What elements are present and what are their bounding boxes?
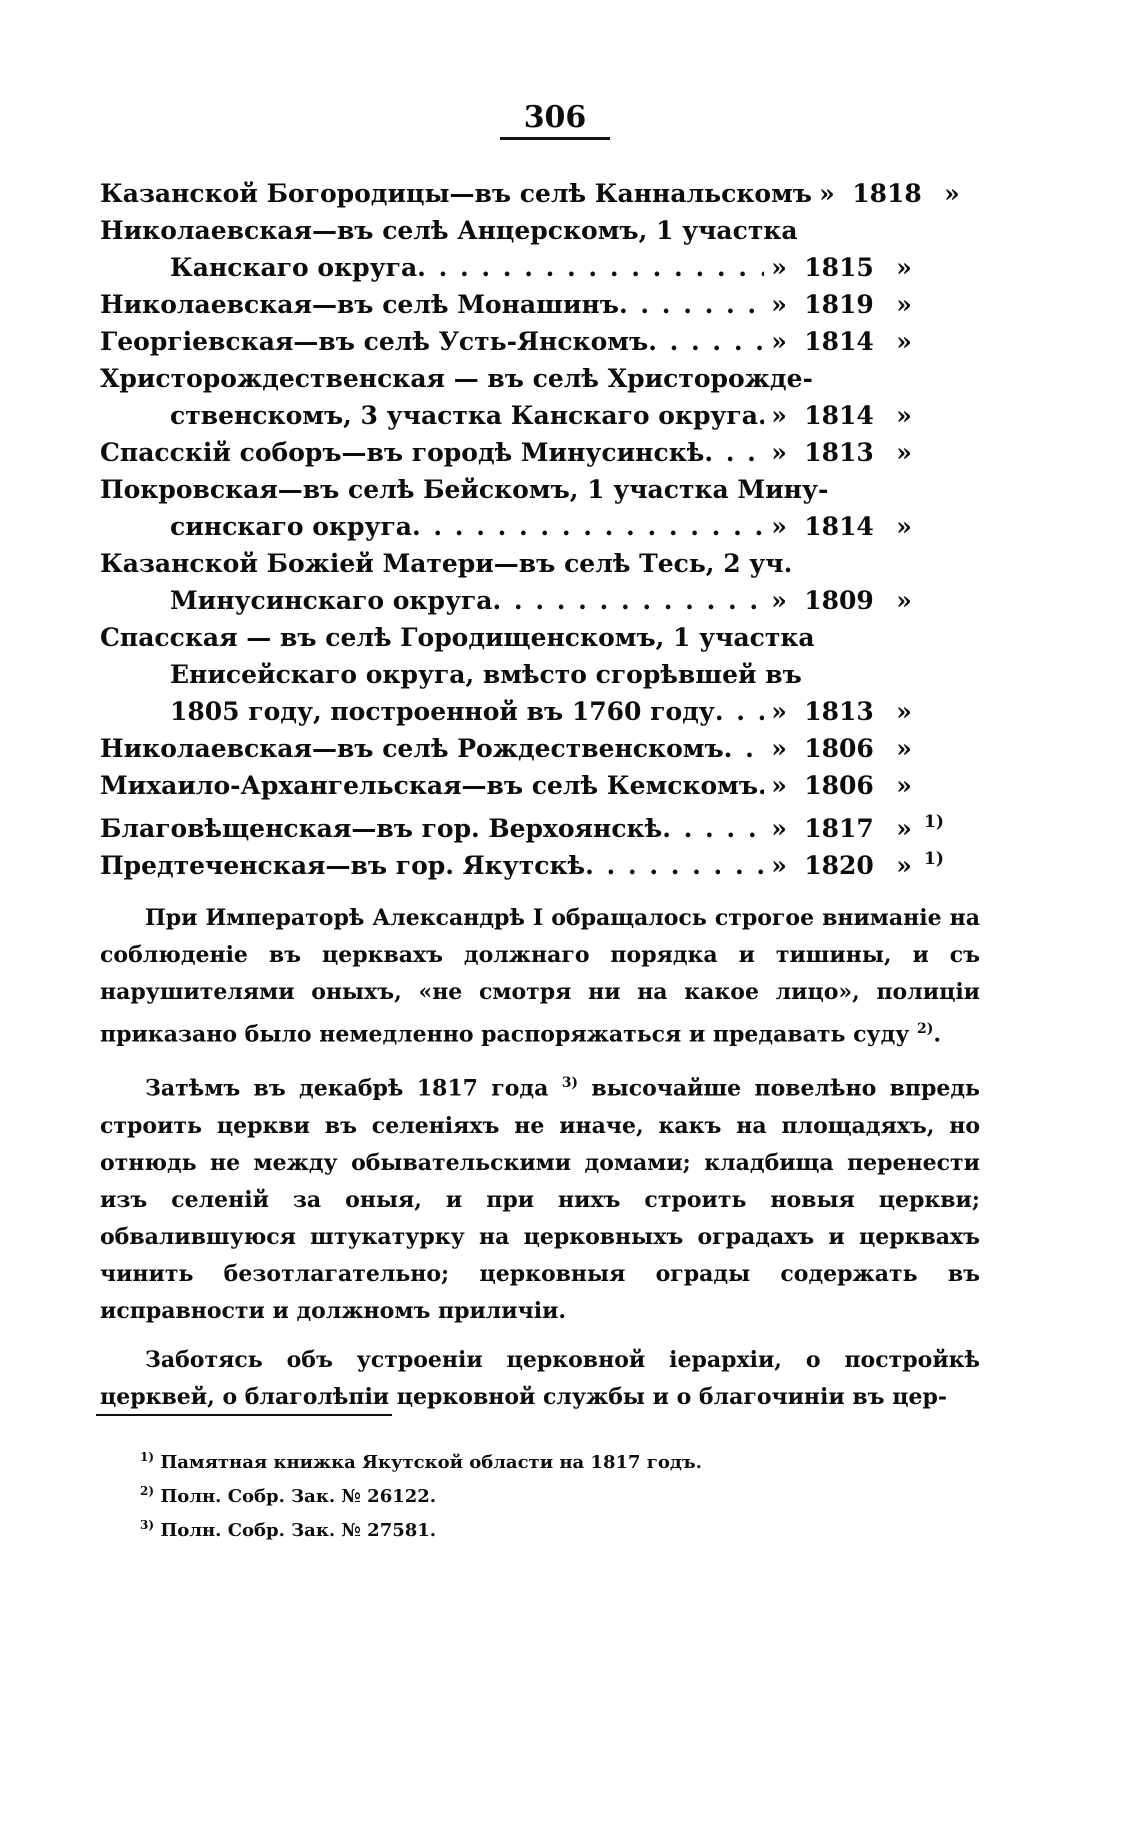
church-entry — [100, 434, 980, 471]
entry-row — [100, 323, 980, 360]
church-entry — [100, 286, 980, 323]
ditto-mark: » — [896, 697, 912, 726]
ditto-mark: » — [944, 179, 960, 208]
footnotes — [140, 1443, 940, 1545]
paragraph-text: высочайше повелѣно впредь строить церкви въ селеніяхъ не иначе, какъ на площадяхъ, но отнюдь не между обывательскими домами; кладбища перенести изъ селеній за оныя, и при нихъ строить новыя церкви; обвалившуюся штукатурку на церковныхъ оградахъ и церквахъ чинить безотлагательно; церковныя ограды содержать въ исправности и должномъ приличіи. — [100, 1075, 980, 1324]
footnote — [140, 1443, 940, 1477]
entry-line: Покровская—въ селѣ Бейскомъ, 1 участка Мину- — [100, 475, 829, 504]
entry-year: 1819 — [804, 290, 874, 319]
entry-line: 1805 году, построенной въ 1760 году — [170, 697, 715, 726]
footnote — [140, 1511, 940, 1545]
paragraph-text: . — [933, 1021, 942, 1048]
entry-row — [100, 841, 980, 878]
ditto-mark: » — [896, 327, 912, 356]
paragraph-text: Затѣмъ въ декабрѣ 1817 года — [145, 1075, 562, 1102]
entry-line: Казанской Богородицы—въ селѣ Каннальскомъ — [100, 179, 812, 208]
entry-line: ственскомъ, 3 участка Канскаго округа — [170, 401, 758, 430]
footnote-mark: 1) — [140, 1450, 155, 1464]
church-entry — [100, 471, 980, 545]
leader-dots — [648, 323, 764, 360]
entry-line: Благовѣщенская—въ гор. Верхоянскѣ — [100, 814, 663, 843]
ditto-mark: » — [771, 327, 787, 356]
church-list — [100, 175, 980, 878]
entry-row — [100, 249, 980, 286]
entry-line: Енисейскаго округа, вмѣсто сгорѣвшей въ — [170, 660, 802, 689]
ditto-mark: » — [896, 401, 912, 430]
church-entry — [100, 175, 980, 212]
entry-line: Спасскій соборъ—въ городѣ Минусинскѣ — [100, 438, 705, 467]
entry-row — [100, 397, 980, 434]
entry-year: 1813 — [804, 697, 874, 726]
church-entry — [100, 841, 980, 878]
ditto-mark: » — [896, 253, 912, 282]
paragraph — [100, 1342, 980, 1416]
footnote-ref-mark: 2) — [916, 1021, 934, 1037]
ditto-mark: » — [771, 512, 787, 541]
ditto-mark: » — [896, 290, 912, 319]
church-entry — [100, 767, 980, 804]
entry-row — [100, 175, 980, 212]
leader-dots — [715, 693, 764, 730]
entry-row — [100, 582, 980, 619]
ditto-mark: » — [896, 512, 912, 541]
ditto-mark: » — [771, 814, 787, 843]
ditto-mark: » — [771, 438, 787, 467]
leader-dots — [704, 434, 764, 471]
ditto-mark: » — [771, 697, 787, 726]
entry-line: синскаго округа — [170, 512, 412, 541]
entry-row — [100, 730, 980, 767]
leader-dots — [619, 286, 764, 323]
entry-year: 1814 — [804, 401, 874, 430]
footnote-divider — [96, 1414, 392, 1416]
entry-row — [100, 804, 980, 841]
entry-line: Михаило-Архангельская—въ селѣ Кемскомъ — [100, 771, 759, 800]
footnote-mark: 2) — [140, 1484, 155, 1498]
ditto-mark: » — [771, 851, 787, 880]
footnote — [140, 1477, 940, 1511]
entry-year: 1806 — [804, 771, 874, 800]
footnote-ref-mark: 3) — [561, 1075, 579, 1092]
entry-row — [100, 767, 980, 804]
leader-dots — [724, 730, 764, 767]
ditto-mark: » — [771, 586, 787, 615]
footnote-ref — [924, 841, 980, 884]
body-text — [100, 900, 980, 1416]
ditto-mark: » — [771, 290, 787, 319]
entry-row — [100, 286, 980, 323]
entry-year: 1818 — [852, 179, 922, 208]
entry-line: Николаевская—въ селѣ Рождественскомъ — [100, 734, 724, 763]
ditto-mark: » — [896, 814, 912, 843]
ditto-mark: » — [771, 401, 787, 430]
entry-line: Георгіевская—въ селѣ Усть-Янскомъ — [100, 327, 649, 356]
entry-year: 1813 — [804, 438, 874, 467]
paragraph-text: При Императорѣ Александрѣ I обращалось строгое вниманіе на соблюденіе въ церквахъ должнаго порядка и тишины, и съ нарушителями оныхъ, «не смотря ни на какое лицо», полиціи приказано было немедленно распоряжаться и предавать суду — [100, 905, 980, 1048]
footnote-mark: 3) — [140, 1518, 155, 1532]
church-entry — [100, 730, 980, 767]
leader-dots — [412, 508, 764, 545]
entry-row — [100, 434, 980, 471]
ditto-mark: » — [896, 586, 912, 615]
footnote-text: Полн. Собр. Зак. № 27581. — [160, 1520, 437, 1541]
entry-year: 1809 — [804, 586, 874, 615]
entry-line: Канскаго округа — [170, 253, 418, 282]
ditto-mark: » — [896, 438, 912, 467]
ditto-mark: » — [771, 734, 787, 763]
church-entry — [100, 619, 980, 730]
footnote-text: Памятная книжка Якутской области на 1817 годъ. — [160, 1452, 702, 1473]
footnote-ref-mark: 1) — [924, 812, 944, 832]
entry-line: Николаевская—въ селѣ Монашинъ — [100, 290, 619, 319]
ditto-mark: » — [771, 771, 787, 800]
leader-dots — [493, 582, 765, 619]
ditto-mark: » — [771, 253, 787, 282]
entry-year: 1806 — [804, 734, 874, 763]
church-entry — [100, 545, 980, 619]
ditto-mark: » — [896, 734, 912, 763]
footnote-text: Полн. Собр. Зак. № 26122. — [160, 1486, 437, 1507]
page-number: 306 — [500, 100, 610, 140]
leader-dots — [417, 249, 764, 286]
entry-row — [100, 508, 980, 545]
leader-dots — [585, 847, 764, 884]
entry-year: 1814 — [804, 512, 874, 541]
paragraph-text: Заботясь объ устроеніи церковной іерархіи, о постройкѣ церквей, о благолѣпіи церковной службы и о благочиніи въ цер- — [100, 1346, 980, 1410]
entry-line: Казанской Божіей Матери—въ селѣ Тесь, 2 уч. — [100, 549, 793, 578]
entry-line: Николаевская—въ селѣ Анцерскомъ, 1 участка — [100, 216, 798, 245]
footnote-ref-mark: 1) — [924, 849, 944, 869]
entry-line: Предтеченская—въ гор. Якутскѣ — [100, 851, 586, 880]
church-entry — [100, 323, 980, 360]
entry-year: 1817 — [804, 814, 874, 843]
entry-row — [100, 693, 980, 730]
church-entry — [100, 360, 980, 434]
entry-year: 1815 — [804, 253, 874, 282]
ditto-mark: » — [819, 179, 835, 208]
entry-line: Спасская — въ селѣ Городищенскомъ, 1 участка — [100, 623, 815, 652]
entry-line: Христорождественская — въ селѣ Христорожде- — [100, 364, 813, 393]
paragraph — [100, 1065, 980, 1329]
entry-year: 1820 — [804, 851, 874, 880]
leader-dots — [662, 810, 764, 847]
church-entry — [100, 804, 980, 841]
ditto-mark: » — [896, 851, 912, 880]
church-entry — [100, 212, 980, 286]
ditto-mark: » — [896, 771, 912, 800]
paragraph — [100, 900, 980, 1053]
entry-line: Минусинскаго округа — [170, 586, 493, 615]
entry-year: 1814 — [804, 327, 874, 356]
